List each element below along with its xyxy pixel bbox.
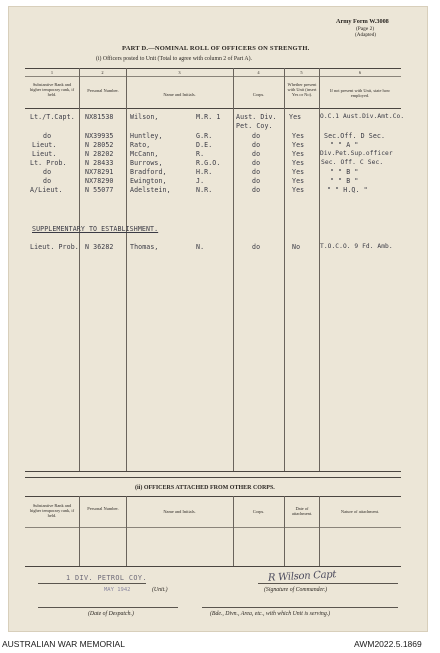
cell-number: N 55077: [85, 186, 114, 194]
cell-number: N 28202: [85, 150, 114, 158]
table2-top-rule: [25, 496, 401, 497]
supplementary-heading: SUPPLEMENTARY TO ESTABLISHMENT.: [32, 225, 159, 233]
table1-col-divider: [233, 68, 234, 471]
table1-col-divider: [284, 68, 285, 471]
col-number: 5: [300, 70, 303, 75]
cell-number: N 36282: [85, 243, 114, 251]
date-stamp: MAY 1942: [104, 587, 131, 593]
cell-corps: do: [252, 186, 261, 194]
table2-col-divider: [319, 496, 320, 566]
cell-number: N 28433: [85, 159, 114, 167]
col-header-employed: If not present with Unit, state how employed.: [329, 88, 391, 99]
cell-number: NX78291: [85, 168, 114, 176]
cell-employed: " " A ": [330, 141, 359, 149]
cell-employed: Div.Pet.Sup.officer: [320, 150, 393, 157]
cell-employed: O.C.1 Aust.Div.Amt.Co.: [320, 113, 405, 120]
unit-stamp: 1 DIV. PETROL COY.: [66, 574, 147, 582]
cell-name: Ewington,: [130, 177, 167, 185]
section-i-title: (i) Officers posted to Unit (Total to agree with column 2 of Part A).: [96, 56, 252, 62]
table2-col-divider: [79, 496, 80, 566]
t2-header-number: Personal Number.: [87, 506, 119, 511]
cell-initials: J.: [196, 177, 205, 185]
table1-colnum-rule: [25, 76, 401, 77]
table2-col-divider: [284, 496, 285, 566]
t2-header-corps: Corps.: [252, 509, 265, 514]
adapted-note: (Adapted): [355, 32, 377, 38]
cell-initials: G.R.: [196, 132, 213, 140]
col-header-rank: Substantive Rank and higher temporary rank, if held.: [29, 82, 75, 98]
col-number: 4: [257, 70, 260, 75]
cell-corps: do: [252, 132, 261, 140]
cell-present: Yes: [292, 186, 305, 194]
cell-employed: " " H.Q. ": [327, 186, 368, 194]
cell-name: Bradford,: [130, 168, 167, 176]
signature-line: [258, 583, 398, 584]
cell-rank: do: [43, 177, 52, 185]
page-number: (Page 2): [356, 26, 375, 32]
unit-line: [38, 583, 146, 584]
cell-initials: M.R. 1: [196, 113, 221, 121]
table1-col-divider: [319, 68, 320, 471]
t2-header-name: Name and Initials.: [163, 509, 196, 514]
section-ii-top-rule: [25, 477, 401, 478]
cell-employed: Sec. Off. C Sec.: [321, 159, 384, 166]
form-sheet: [8, 6, 428, 632]
cell-rank: do: [43, 168, 52, 176]
cell-number: NX78290: [85, 177, 114, 185]
cell-corps: do: [252, 177, 261, 185]
col-header-present: Whether present with Unit (insert Yes or No).: [287, 82, 317, 98]
cell-rank: Lt./T.Capt.: [30, 113, 75, 121]
cell-name: Rato,: [130, 141, 151, 149]
unit-label: (Unit.): [152, 587, 168, 593]
col-number: 3: [178, 70, 181, 75]
col-header-corps: Corps.: [252, 92, 265, 97]
cell-initials: N.: [196, 243, 205, 251]
cell-present: Yes: [292, 141, 305, 149]
cell-rank: Lieut. Prob.: [30, 243, 79, 251]
cell-rank: Lieut.: [32, 141, 57, 149]
cell-corps: do: [252, 150, 261, 158]
table1-col-divider: [79, 68, 80, 471]
cell-rank: Lieut.: [32, 150, 57, 158]
cell-corps: do: [252, 168, 261, 176]
archive-footer: [0, 636, 440, 653]
t2-header-nature: Nature of attachment.: [340, 509, 380, 514]
cell-name: Adelstein,: [130, 186, 171, 194]
commander-signature: R Wilson Capt: [267, 569, 337, 584]
cell-corps: do: [252, 141, 261, 149]
cell-initials: R.: [196, 150, 205, 158]
table2-col-divider: [126, 496, 127, 566]
cell-present: Yes: [292, 150, 305, 158]
despatch-label: (Date of Despatch.): [88, 611, 134, 617]
cell-rank: Lt. Prob.: [30, 159, 67, 167]
cell-initials: D.E.: [196, 141, 213, 149]
archive-reference: AWM2022.5.1869: [354, 639, 422, 649]
cell-name: Thomas,: [130, 243, 159, 251]
cell-present: Yes: [292, 132, 305, 140]
cell-name: Burrows,: [130, 159, 163, 167]
table2-bottom-rule: [25, 566, 401, 567]
cell-present: Yes: [292, 159, 305, 167]
cell-present: Yes: [292, 177, 305, 185]
cell-number: NX81538: [85, 113, 114, 121]
t2-header-rank: Substantive Rank and higher temporary rank, if held.: [29, 503, 75, 519]
table1-header-rule: [25, 108, 401, 109]
cell-employed: " " B ": [330, 168, 359, 176]
cell-number: NX39935: [85, 132, 114, 140]
table2-col-divider: [233, 496, 234, 566]
cell-name: Huntley,: [130, 132, 163, 140]
part-title: PART D.—NOMINAL ROLL OF OFFICERS ON STRENGTH.: [122, 45, 310, 52]
t2-header-date: Date of attachment.: [291, 506, 313, 517]
cell-name: McCann,: [130, 150, 159, 158]
col-header-name: Name and Initials.: [163, 92, 196, 97]
col-number: 1: [50, 70, 54, 75]
commander-label: (Signature of Commander.): [264, 587, 328, 593]
cell-present: No: [292, 243, 301, 251]
cell-employed: T.O.C.O. 9 Fd. Amb.: [320, 243, 393, 250]
cell-number: N 28052: [85, 141, 114, 149]
cell-corps: Aust. Div.: [236, 113, 277, 121]
cell-rank: A/Lieut.: [30, 186, 63, 194]
cell-present: Yes: [289, 113, 302, 121]
cell-employed: " " B ": [330, 177, 359, 185]
area-line: [202, 607, 398, 608]
col-number: 6: [358, 70, 362, 75]
army-form-number: Army Form W.3008: [336, 18, 389, 25]
cell-corps: do: [252, 243, 261, 251]
table1-bottom-rule: [25, 471, 401, 472]
area-label: (Bde., Divn., Area, etc., with which Unit is serving.): [210, 611, 331, 617]
cell-name: Wilson,: [130, 113, 159, 121]
section-ii-title: (ii) OFFICERS ATTACHED FROM OTHER CORPS.: [135, 485, 275, 491]
cell-initials: R.G.O.: [196, 159, 221, 167]
cell-initials: H.R.: [196, 168, 213, 176]
col-header-number: Personal Number.: [87, 88, 119, 93]
cell-initials: N.R.: [196, 186, 213, 194]
table2-header-rule: [25, 527, 401, 528]
cell-employed: Sec.Off. D Sec.: [324, 132, 386, 140]
archive-name: AUSTRALIAN WAR MEMORIAL: [2, 639, 125, 649]
cell-rank: do: [43, 132, 52, 140]
cell-present: Yes: [292, 168, 305, 176]
col-number: 2: [101, 70, 104, 75]
cell-corps: do: [252, 159, 261, 167]
cell-corps: Pet. Coy.: [236, 122, 273, 130]
table1-col-divider: [126, 68, 127, 471]
despatch-line: [38, 607, 178, 608]
